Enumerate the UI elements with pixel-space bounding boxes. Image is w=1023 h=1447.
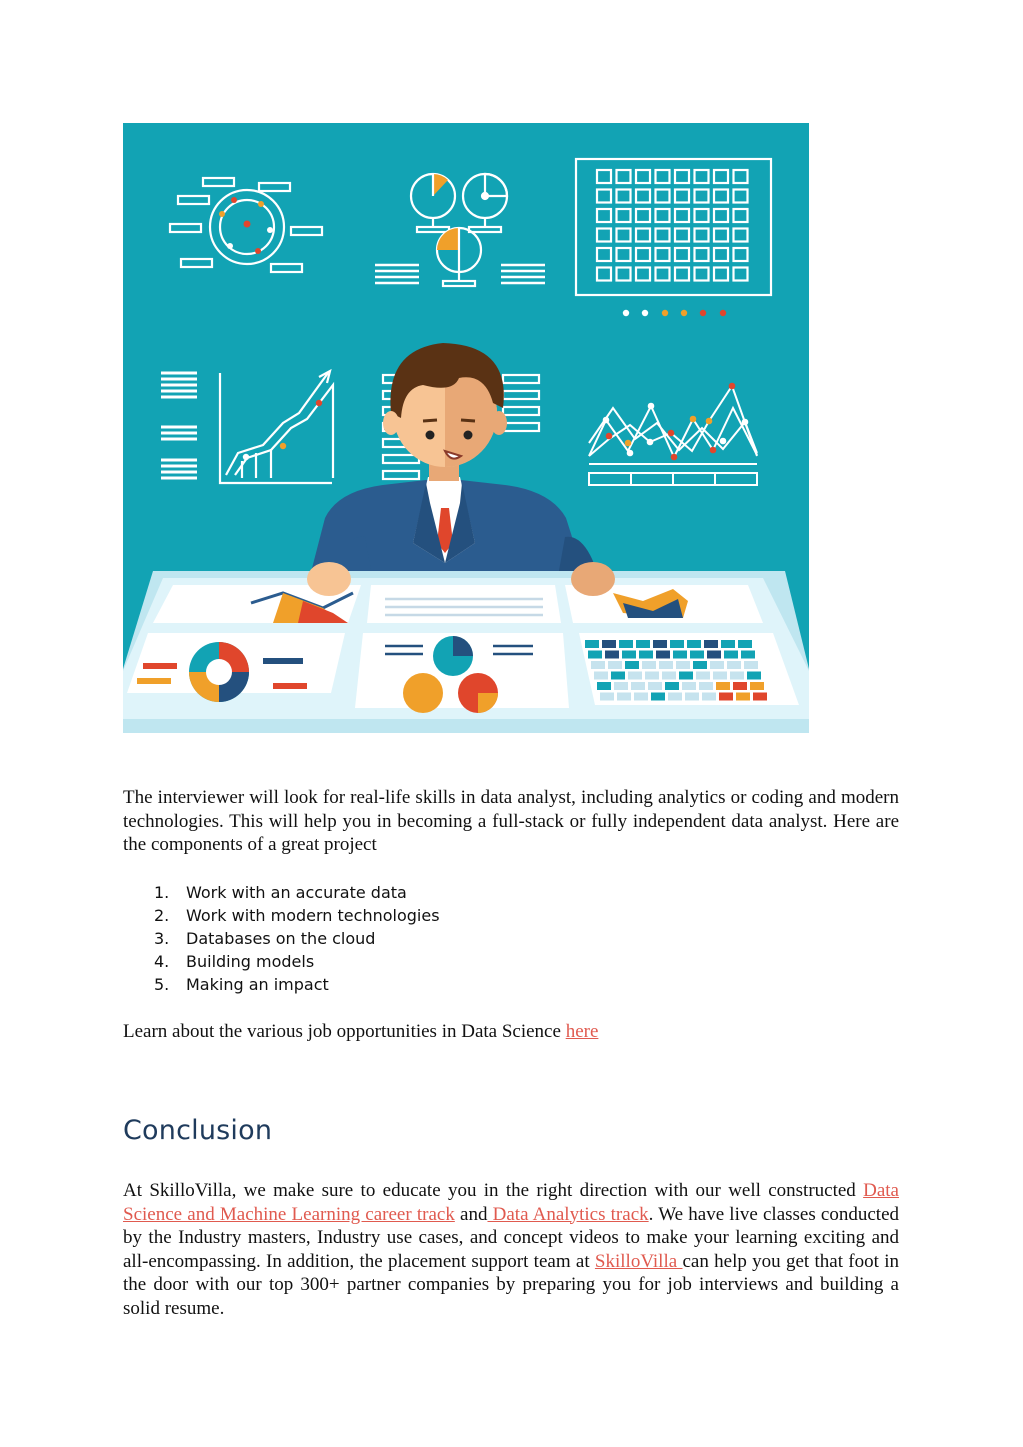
heatmap-cell bbox=[733, 682, 747, 690]
heatmap-cell bbox=[617, 693, 631, 701]
heatmap-cell bbox=[713, 672, 727, 680]
heatmap-cell bbox=[750, 682, 764, 690]
list-item-label: Databases on the cloud bbox=[186, 929, 376, 948]
heatmap-cell bbox=[597, 682, 611, 690]
heatmap-cell bbox=[622, 651, 636, 659]
heatmap-cell bbox=[651, 693, 665, 701]
data-analytics-track-link[interactable]: Data Analytics track bbox=[487, 1203, 649, 1225]
heatmap-cell bbox=[673, 651, 687, 659]
data-science-ml-track-link[interactable]: Data Science and Machine Learning career track bbox=[123, 1180, 899, 1225]
conclusion-text-3: . We have live classes conducted by the Industry masters, Industry use cases, and concept videos to make your learning exciting and all-encompassing. In addition, the placement support team at bbox=[123, 1203, 900, 1272]
heatmap-cell bbox=[682, 682, 696, 690]
heatmap-cell bbox=[600, 693, 614, 701]
heatmap-cell bbox=[738, 640, 752, 648]
list-number: 5. bbox=[154, 975, 170, 994]
skillovilla-link[interactable]: SkilloVilla bbox=[594, 1250, 683, 1272]
here-link[interactable]: here bbox=[565, 1021, 599, 1042]
heatmap-cell bbox=[716, 682, 730, 690]
heatmap-cell bbox=[741, 651, 755, 659]
data-analyst-illustration bbox=[123, 123, 809, 733]
heatmap-cell bbox=[696, 672, 710, 680]
heatmap-cell bbox=[656, 651, 670, 659]
conclusion-heading: Conclusion bbox=[123, 1115, 273, 1146]
heatmap-cell bbox=[631, 682, 645, 690]
heatmap-cell bbox=[670, 640, 684, 648]
heatmap-cell bbox=[719, 693, 733, 701]
list-item bbox=[123, 950, 440, 973]
report-desk-icon bbox=[123, 571, 809, 733]
list-item-label: Building models bbox=[186, 952, 315, 971]
heatmap-cell bbox=[685, 693, 699, 701]
list-number: 2. bbox=[154, 906, 170, 925]
list-number: 3. bbox=[154, 929, 170, 948]
list-item-label: Work with modern technologies bbox=[186, 906, 440, 925]
heatmap-cell bbox=[628, 672, 642, 680]
heatmap-cell bbox=[585, 640, 599, 648]
heatmap-cell bbox=[665, 682, 679, 690]
heatmap-cell bbox=[704, 640, 718, 648]
heatmap-cell bbox=[753, 693, 767, 701]
heatmap-cell bbox=[614, 682, 628, 690]
heatmap-cell bbox=[588, 651, 602, 659]
heatmap-cell bbox=[619, 640, 633, 648]
list-item bbox=[123, 904, 440, 927]
heatmap-cell bbox=[625, 661, 639, 669]
conclusion-text-4: can help you get that foot in the door with our top 300+ partner companies by preparing you for job interviews and building a solid resume. bbox=[123, 1250, 899, 1319]
heatmap-cell bbox=[642, 661, 656, 669]
heatmap-cell bbox=[634, 693, 648, 701]
heatmap-cell bbox=[721, 640, 735, 648]
intro-paragraph: The interviewer will look for real-life skills in data analyst, including analytics or coding and modern technologies. This will help you in becoming a full-stack or fully independent data analyst. Here are the components of a great project bbox=[123, 787, 899, 856]
heatmap-cell bbox=[727, 661, 741, 669]
heatmap-cell bbox=[702, 693, 716, 701]
heatmap-cell bbox=[605, 651, 619, 659]
heatmap-cell bbox=[736, 693, 750, 701]
heatmap-cell bbox=[676, 661, 690, 669]
heatmap-cell bbox=[699, 682, 713, 690]
list-number: 1. bbox=[154, 883, 170, 902]
list-item bbox=[123, 881, 440, 904]
conclusion-paragraph bbox=[123, 1179, 899, 1321]
heatmap-cell bbox=[662, 672, 676, 680]
conclusion-text-2: and bbox=[454, 1203, 488, 1225]
heatmap-cell bbox=[679, 672, 693, 680]
list-item-label: Work with an accurate data bbox=[186, 883, 407, 902]
heatmap-cell bbox=[744, 661, 758, 669]
list-item-label: Making an impact bbox=[186, 975, 329, 994]
job-opportunities-text: Learn about the various job opportunities in Data Science bbox=[123, 1021, 566, 1042]
heatmap-cell bbox=[608, 661, 622, 669]
heatmap-cell bbox=[648, 682, 662, 690]
heatmap-cell bbox=[693, 661, 707, 669]
heatmap-cell bbox=[653, 640, 667, 648]
heatmap-cell bbox=[730, 672, 744, 680]
heatmap-cell bbox=[659, 661, 673, 669]
list-item bbox=[123, 973, 440, 996]
heatmap-cell bbox=[747, 672, 761, 680]
heatmap-cell bbox=[668, 693, 682, 701]
heatmap-cell bbox=[724, 651, 738, 659]
heatmap-cell bbox=[636, 640, 650, 648]
heatmap-cell bbox=[707, 651, 721, 659]
heatmap-cell bbox=[594, 672, 608, 680]
list-item bbox=[123, 927, 440, 950]
heatmap-cell bbox=[591, 661, 605, 669]
heatmap-cell bbox=[687, 640, 701, 648]
heatmap-cell bbox=[611, 672, 625, 680]
job-opportunities-line bbox=[123, 1020, 899, 1044]
conclusion-text-1: At SkilloVilla, we make sure to educate you in the right direction with our well constructed bbox=[123, 1180, 864, 1201]
heatmap-cell bbox=[602, 640, 616, 648]
heatmap-cell bbox=[690, 651, 704, 659]
project-components-list bbox=[123, 881, 440, 996]
heatmap-cell bbox=[639, 651, 653, 659]
list-number: 4. bbox=[154, 952, 170, 971]
heatmap-cell bbox=[710, 661, 724, 669]
heatmap-cell bbox=[645, 672, 659, 680]
